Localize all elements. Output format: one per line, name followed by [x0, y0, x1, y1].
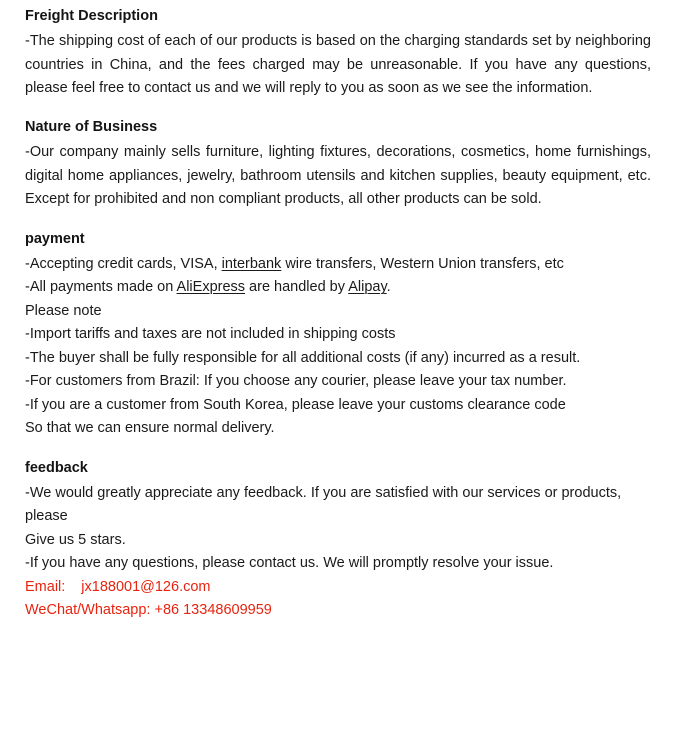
contact-messenger-label: WeChat/Whatsapp:	[25, 602, 151, 619]
feedback-line-appreciate: -We would greatly appreciate any feedback. If you are satisfied with our services or products, please	[25, 484, 622, 525]
payment-line2-mid: are handled by	[245, 279, 349, 296]
section-payment	[25, 229, 651, 441]
payment-line-aliexpress-alipay	[25, 276, 651, 299]
heading-feedback: feedback	[25, 459, 88, 476]
payment-line2-pre: -All payments made on	[25, 279, 177, 296]
payment-line-buyer-responsibility: -The buyer shall be fully responsible for all additional costs (if any) incurred as a result.	[25, 349, 581, 366]
payment-line1-pre: -Accepting credit cards, VISA,	[25, 255, 222, 272]
payment-line2-post: .	[386, 279, 391, 296]
section-feedback	[25, 458, 651, 623]
paragraph-nature-of-business: -Our company mainly sells furniture, lighting fixtures, decorations, cosmetics, home furnishings, digital home appliances, jewelry, bathroom utensils and kitchen supplies, beauty equipment, etc. Except for prohibited and non compliant products, all other products can be sold.	[25, 144, 651, 208]
payment-line1-post: wire transfers, Western Union transfers, etc	[281, 255, 564, 272]
payment-line-brazil: -For customers from Brazil: If you choose any courier, please leave your tax number.	[25, 373, 567, 390]
contact-email-value[interactable]: jx188001@126.com	[81, 578, 211, 595]
section-freight-description	[25, 6, 651, 100]
payment-term-interbank: interbank	[221, 255, 282, 272]
payment-line-accepted-methods	[25, 253, 651, 276]
payment-line-import-tariffs: -Import tariffs and taxes are not included in shipping costs	[25, 326, 396, 343]
payment-line-normal-delivery: So that we can ensure normal delivery.	[25, 420, 275, 437]
contact-email-label: Email:	[25, 578, 66, 595]
contact-messenger[interactable]	[25, 599, 651, 622]
payment-line-please-note: Please note	[25, 302, 102, 319]
heading-payment: payment	[25, 230, 85, 247]
paragraph-freight-description: -The shipping cost of each of our products is based on the charging standards set by neighboring countries in China, and the fees charged may be unreasonable. If you have any questions, please feel free to contact us and we will reply to you as soon as we see the information.	[25, 33, 651, 96]
contact-email[interactable]	[25, 576, 651, 599]
heading-nature-of-business: Nature of Business	[25, 119, 158, 136]
feedback-line-five-stars: Give us 5 stars.	[25, 531, 126, 548]
feedback-line-questions: -If you have any questions, please contact us. We will promptly resolve your issue.	[25, 555, 554, 572]
payment-term-alipay: Alipay	[348, 279, 387, 296]
section-nature-of-business	[25, 117, 651, 211]
heading-freight-description: Freight Description	[25, 8, 158, 24]
payment-term-aliexpress: AliExpress	[176, 279, 246, 296]
contact-messenger-value[interactable]: +86 13348609959	[150, 602, 272, 619]
payment-line-south-korea: -If you are a customer from South Korea, please leave your customs clearance code	[25, 396, 566, 413]
